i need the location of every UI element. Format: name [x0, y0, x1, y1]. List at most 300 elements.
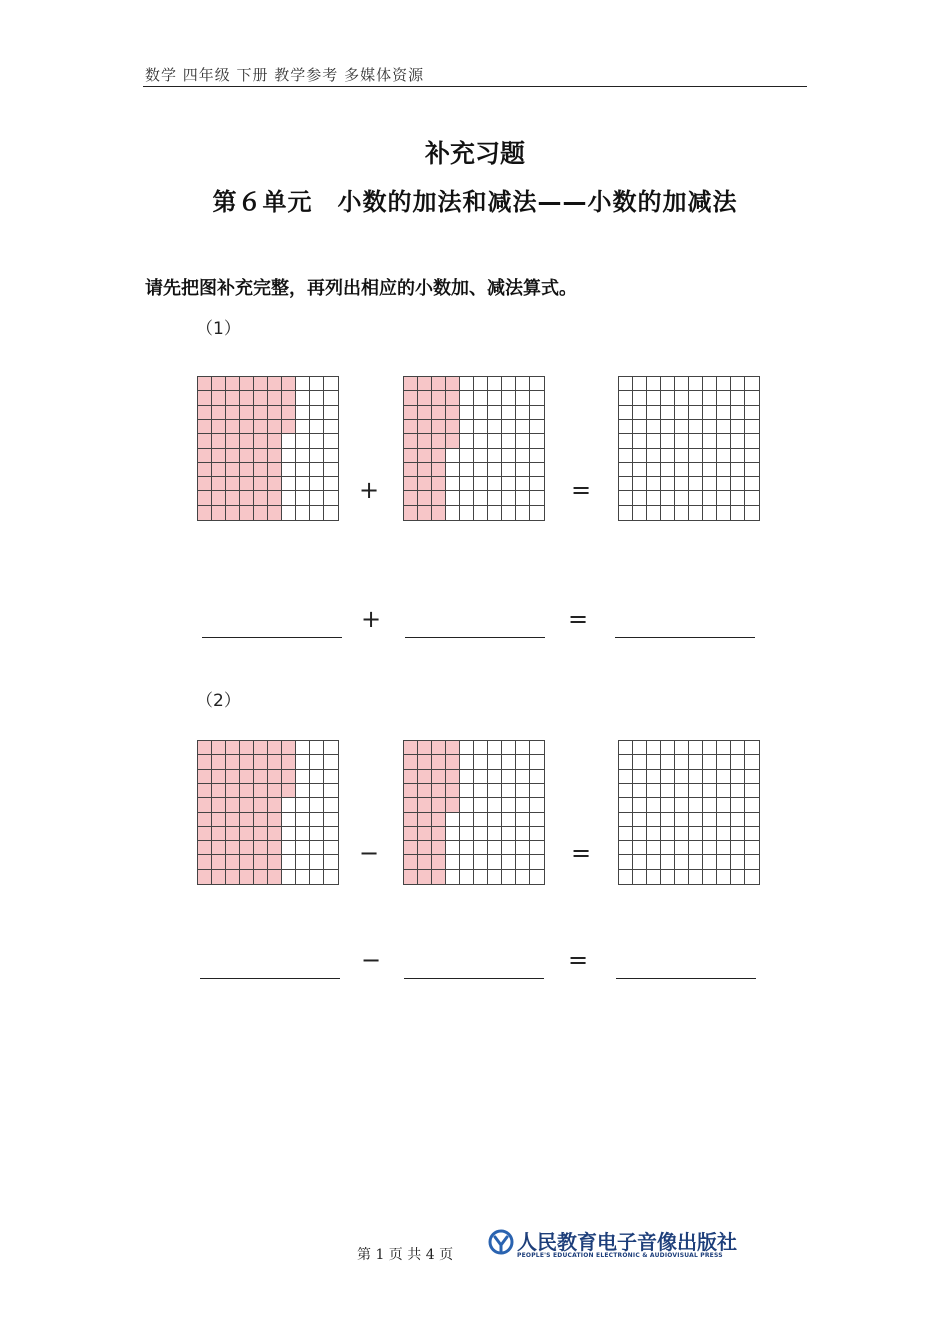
- grid-cell: [198, 434, 212, 448]
- grid-cell: [446, 813, 460, 827]
- grid-cell: [212, 420, 226, 434]
- grid-cell: [310, 477, 324, 491]
- grid-cell: [268, 406, 282, 420]
- grid-cell: [254, 377, 268, 391]
- problem-1-eq-operator: +: [360, 605, 382, 633]
- grid-cell: [282, 870, 296, 884]
- grid-cell: [502, 741, 516, 755]
- grid-cell: [661, 463, 675, 477]
- grid-cell: [619, 841, 633, 855]
- grid-cell: [226, 855, 240, 869]
- grid-cell: [432, 855, 446, 869]
- grid-cell: [404, 420, 418, 434]
- grid-cell: [619, 377, 633, 391]
- grid-cell: [731, 813, 745, 827]
- grid-cell: [717, 784, 731, 798]
- grid-cell: [530, 406, 544, 420]
- grid-cell: [633, 770, 647, 784]
- grid-cell: [675, 798, 689, 812]
- grid-cell: [717, 741, 731, 755]
- grid-cell: [661, 798, 675, 812]
- grid-cell: [717, 377, 731, 391]
- grid-cell: [647, 798, 661, 812]
- grid-cell: [446, 827, 460, 841]
- grid-cell: [212, 506, 226, 520]
- grid-cell: [530, 741, 544, 755]
- grid-cell: [418, 463, 432, 477]
- grid-cell: [619, 391, 633, 405]
- grid-cell: [460, 391, 474, 405]
- grid-cell: [198, 827, 212, 841]
- grid-cell: [745, 477, 759, 491]
- grid-cell: [745, 506, 759, 520]
- grid-cell: [324, 377, 338, 391]
- grid-cell: [418, 491, 432, 505]
- grid-cell: [661, 420, 675, 434]
- grid-cell: [240, 506, 254, 520]
- grid-cell: [226, 391, 240, 405]
- problem-1-equals: =: [570, 476, 592, 504]
- grid-cell: [418, 434, 432, 448]
- grid-cell: [324, 420, 338, 434]
- grid-cell: [488, 491, 502, 505]
- grid-cell: [633, 855, 647, 869]
- grid-cell: [226, 770, 240, 784]
- grid-cell: [530, 798, 544, 812]
- problem-1-operator: +: [358, 476, 380, 504]
- grid-cell: [310, 784, 324, 798]
- grid-cell: [530, 491, 544, 505]
- grid-cell: [296, 827, 310, 841]
- grid-cell: [633, 798, 647, 812]
- grid-cell: [324, 449, 338, 463]
- grid-cell: [619, 506, 633, 520]
- grid-cell: [296, 420, 310, 434]
- grid-cell: [647, 813, 661, 827]
- grid-cell: [254, 491, 268, 505]
- grid-cell: [254, 420, 268, 434]
- grid-cell: [310, 377, 324, 391]
- grid-cell: [516, 841, 530, 855]
- grid-cell: [675, 420, 689, 434]
- grid-cell: [731, 841, 745, 855]
- grid-cell: [460, 449, 474, 463]
- grid-cell: [226, 813, 240, 827]
- grid-cell: [474, 770, 488, 784]
- grid-cell: [460, 406, 474, 420]
- grid-cell: [647, 391, 661, 405]
- grid-cell: [703, 855, 717, 869]
- grid-cell: [198, 841, 212, 855]
- grid-cell: [296, 841, 310, 855]
- grid-cell: [731, 755, 745, 769]
- grid-cell: [731, 377, 745, 391]
- grid-cell: [717, 841, 731, 855]
- grid-cell: [731, 477, 745, 491]
- grid-cell: [254, 741, 268, 755]
- grid-cell: [731, 741, 745, 755]
- grid-cell: [619, 406, 633, 420]
- grid-cell: [703, 406, 717, 420]
- grid-cell: [633, 434, 647, 448]
- grid-cell: [661, 377, 675, 391]
- grid-cell: [282, 784, 296, 798]
- grid-cell: [502, 491, 516, 505]
- grid-cell: [460, 827, 474, 841]
- grid-cell: [647, 841, 661, 855]
- grid-cell: [418, 770, 432, 784]
- grid-cell: [446, 506, 460, 520]
- grid-cell: [240, 491, 254, 505]
- grid-cell: [240, 855, 254, 869]
- grid-cell: [633, 491, 647, 505]
- header-text: 数学 四年级 下册 教学参考 多媒体资源: [145, 66, 425, 84]
- grid-cell: [432, 827, 446, 841]
- grid-cell: [488, 770, 502, 784]
- grid-cell: [268, 434, 282, 448]
- grid-cell: [745, 377, 759, 391]
- grid-cell: [282, 741, 296, 755]
- grid-cell: [647, 406, 661, 420]
- grid-cell: [212, 855, 226, 869]
- grid-cell: [516, 434, 530, 448]
- grid-cell: [647, 449, 661, 463]
- grid-cell: [661, 784, 675, 798]
- grid-cell: [675, 841, 689, 855]
- problem-2-eq-equals: =: [567, 946, 589, 974]
- grid-cell: [703, 434, 717, 448]
- grid-cell: [282, 391, 296, 405]
- grid-cell: [254, 463, 268, 477]
- grid-cell: [310, 770, 324, 784]
- grid-cell: [254, 827, 268, 841]
- grid-cell: [647, 741, 661, 755]
- grid-cell: [717, 449, 731, 463]
- grid-cell: [488, 420, 502, 434]
- grid-cell: [240, 870, 254, 884]
- grid-cell: [432, 449, 446, 463]
- grid-cell: [296, 491, 310, 505]
- grid-cell: [310, 813, 324, 827]
- grid-cell: [731, 870, 745, 884]
- grid-cell: [530, 377, 544, 391]
- grid-cell: [675, 755, 689, 769]
- grid-cell: [240, 391, 254, 405]
- grid-cell: [488, 449, 502, 463]
- grid-cell: [745, 770, 759, 784]
- grid-cell: [502, 855, 516, 869]
- grid-cell: [460, 463, 474, 477]
- grid-cell: [675, 827, 689, 841]
- grid-cell: [633, 506, 647, 520]
- page-subtitle: 第６单元 小数的加法和减法——小数的加减法: [212, 188, 738, 216]
- grid-cell: [404, 798, 418, 812]
- grid-cell: [432, 420, 446, 434]
- grid-cell: [418, 506, 432, 520]
- grid-cell: [530, 827, 544, 841]
- problem-1-eq-equals: =: [567, 605, 589, 633]
- grid-cell: [212, 434, 226, 448]
- grid-cell: [460, 741, 474, 755]
- grid-cell: [268, 491, 282, 505]
- grid-cell: [502, 506, 516, 520]
- grid-cell: [268, 855, 282, 869]
- grid-cell: [703, 491, 717, 505]
- grid-cell: [282, 841, 296, 855]
- grid-cell: [502, 420, 516, 434]
- grid-cell: [254, 449, 268, 463]
- grid-cell: [661, 741, 675, 755]
- grid-cell: [731, 784, 745, 798]
- grid-cell: [717, 420, 731, 434]
- grid-cell: [296, 855, 310, 869]
- grid-cell: [731, 798, 745, 812]
- grid-cell: [717, 770, 731, 784]
- grid-cell: [717, 870, 731, 884]
- grid-cell: [460, 491, 474, 505]
- grid-cell: [310, 391, 324, 405]
- grid-cell: [310, 434, 324, 448]
- grid-cell: [703, 741, 717, 755]
- grid-cell: [647, 770, 661, 784]
- grid-cell: [474, 841, 488, 855]
- grid-cell: [310, 491, 324, 505]
- grid-cell: [268, 813, 282, 827]
- grid-cell: [717, 798, 731, 812]
- grid-cell: [689, 755, 703, 769]
- grid-cell: [731, 406, 745, 420]
- grid-cell: [689, 434, 703, 448]
- grid-cell: [530, 391, 544, 405]
- grid-cell: [745, 755, 759, 769]
- grid-cell: [516, 406, 530, 420]
- problem-1-grid-result: [618, 376, 760, 521]
- grid-cell: [254, 813, 268, 827]
- grid-cell: [282, 434, 296, 448]
- grid-cell: [432, 391, 446, 405]
- grid-cell: [661, 491, 675, 505]
- grid-cell: [324, 813, 338, 827]
- grid-cell: [446, 770, 460, 784]
- grid-cell: [268, 449, 282, 463]
- grid-cell: [689, 770, 703, 784]
- grid-cell: [745, 434, 759, 448]
- grid-cell: [619, 855, 633, 869]
- grid-cell: [731, 449, 745, 463]
- grid-cell: [745, 784, 759, 798]
- grid-cell: [731, 391, 745, 405]
- grid-cell: [745, 420, 759, 434]
- grid-cell: [689, 870, 703, 884]
- grid-cell: [432, 798, 446, 812]
- grid-cell: [530, 434, 544, 448]
- grid-cell: [516, 798, 530, 812]
- grid-cell: [432, 434, 446, 448]
- problem-2-blank-1[interactable]: [200, 978, 340, 979]
- grid-cell: [446, 463, 460, 477]
- grid-cell: [268, 841, 282, 855]
- page-number: 第 1 页 共 4 页: [357, 1247, 454, 1263]
- grid-cell: [254, 841, 268, 855]
- grid-cell: [675, 477, 689, 491]
- publisher-name: 人民教育电子音像出版社: [517, 1230, 737, 1254]
- grid-cell: [282, 449, 296, 463]
- grid-cell: [282, 406, 296, 420]
- grid-cell: [324, 770, 338, 784]
- grid-cell: [460, 377, 474, 391]
- grid-cell: [240, 434, 254, 448]
- problem-1-blank-3[interactable]: [615, 637, 755, 638]
- grid-cell: [324, 406, 338, 420]
- grid-cell: [647, 855, 661, 869]
- grid-cell: [717, 406, 731, 420]
- grid-cell: [446, 755, 460, 769]
- grid-cell: [296, 755, 310, 769]
- grid-cell: [418, 391, 432, 405]
- problem-2-label: （2）: [196, 691, 241, 711]
- grid-cell: [516, 377, 530, 391]
- grid-cell: [661, 770, 675, 784]
- grid-cell: [717, 855, 731, 869]
- grid-cell: [516, 870, 530, 884]
- grid-cell: [474, 391, 488, 405]
- grid-cell: [689, 741, 703, 755]
- grid-cell: [717, 813, 731, 827]
- grid-cell: [404, 827, 418, 841]
- problem-1-blank-1[interactable]: [202, 637, 342, 638]
- grid-cell: [745, 406, 759, 420]
- grid-cell: [226, 491, 240, 505]
- grid-cell: [502, 477, 516, 491]
- grid-cell: [198, 406, 212, 420]
- grid-cell: [254, 434, 268, 448]
- grid-cell: [516, 391, 530, 405]
- grid-cell: [488, 377, 502, 391]
- grid-cell: [212, 477, 226, 491]
- grid-cell: [446, 784, 460, 798]
- grid-cell: [212, 406, 226, 420]
- grid-cell: [324, 506, 338, 520]
- grid-cell: [502, 449, 516, 463]
- grid-cell: [324, 391, 338, 405]
- grid-cell: [675, 770, 689, 784]
- grid-cell: [296, 391, 310, 405]
- grid-cell: [745, 463, 759, 477]
- grid-cell: [516, 449, 530, 463]
- grid-cell: [488, 434, 502, 448]
- grid-cell: [282, 506, 296, 520]
- grid-cell: [717, 434, 731, 448]
- grid-cell: [226, 449, 240, 463]
- grid-cell: [502, 813, 516, 827]
- grid-cell: [296, 870, 310, 884]
- grid-cell: [689, 406, 703, 420]
- grid-cell: [689, 463, 703, 477]
- grid-cell: [731, 827, 745, 841]
- grid-cell: [516, 491, 530, 505]
- grid-cell: [460, 434, 474, 448]
- grid-cell: [268, 770, 282, 784]
- problem-2-blank-3[interactable]: [616, 978, 756, 979]
- grid-cell: [647, 463, 661, 477]
- grid-cell: [432, 477, 446, 491]
- grid-cell: [703, 827, 717, 841]
- grid-cell: [703, 463, 717, 477]
- grid-cell: [516, 741, 530, 755]
- grid-cell: [198, 491, 212, 505]
- grid-cell: [418, 827, 432, 841]
- grid-cell: [633, 477, 647, 491]
- grid-cell: [689, 449, 703, 463]
- grid-cell: [460, 855, 474, 869]
- problem-2-blank-2[interactable]: [404, 978, 544, 979]
- grid-cell: [647, 377, 661, 391]
- grid-cell: [226, 841, 240, 855]
- grid-cell: [619, 741, 633, 755]
- grid-cell: [404, 506, 418, 520]
- grid-cell: [418, 841, 432, 855]
- grid-cell: [226, 420, 240, 434]
- grid-cell: [446, 434, 460, 448]
- grid-cell: [502, 841, 516, 855]
- grid-cell: [418, 813, 432, 827]
- grid-cell: [745, 491, 759, 505]
- grid-cell: [254, 870, 268, 884]
- grid-cell: [212, 784, 226, 798]
- grid-cell: [226, 870, 240, 884]
- grid-cell: [474, 377, 488, 391]
- grid-cell: [310, 449, 324, 463]
- grid-cell: [647, 506, 661, 520]
- instruction-text: 请先把图补充完整，再列出相应的小数加、减法算式。: [145, 278, 577, 299]
- grid-cell: [404, 463, 418, 477]
- grid-cell: [324, 463, 338, 477]
- grid-cell: [488, 870, 502, 884]
- grid-cell: [296, 449, 310, 463]
- grid-cell: [310, 855, 324, 869]
- grid-cell: [446, 391, 460, 405]
- grid-cell: [240, 755, 254, 769]
- grid-cell: [254, 784, 268, 798]
- publisher-english-name: PEOPLE'S EDUCATION ELECTRONIC & AUDIOVISUAL PRESS: [517, 1252, 723, 1259]
- grid-cell: [474, 741, 488, 755]
- grid-cell: [268, 741, 282, 755]
- grid-cell: [324, 827, 338, 841]
- grid-cell: [212, 377, 226, 391]
- grid-cell: [675, 463, 689, 477]
- problem-1-blank-2[interactable]: [405, 637, 545, 638]
- grid-cell: [268, 463, 282, 477]
- grid-cell: [446, 841, 460, 855]
- grid-cell: [198, 855, 212, 869]
- grid-cell: [745, 827, 759, 841]
- grid-cell: [296, 506, 310, 520]
- grid-cell: [418, 449, 432, 463]
- grid-cell: [240, 741, 254, 755]
- grid-cell: [432, 741, 446, 755]
- grid-cell: [703, 784, 717, 798]
- grid-cell: [282, 491, 296, 505]
- grid-cell: [460, 784, 474, 798]
- grid-cell: [268, 798, 282, 812]
- grid-cell: [198, 506, 212, 520]
- grid-cell: [703, 770, 717, 784]
- grid-cell: [731, 420, 745, 434]
- grid-cell: [474, 827, 488, 841]
- grid-cell: [226, 463, 240, 477]
- grid-cell: [324, 784, 338, 798]
- grid-cell: [530, 755, 544, 769]
